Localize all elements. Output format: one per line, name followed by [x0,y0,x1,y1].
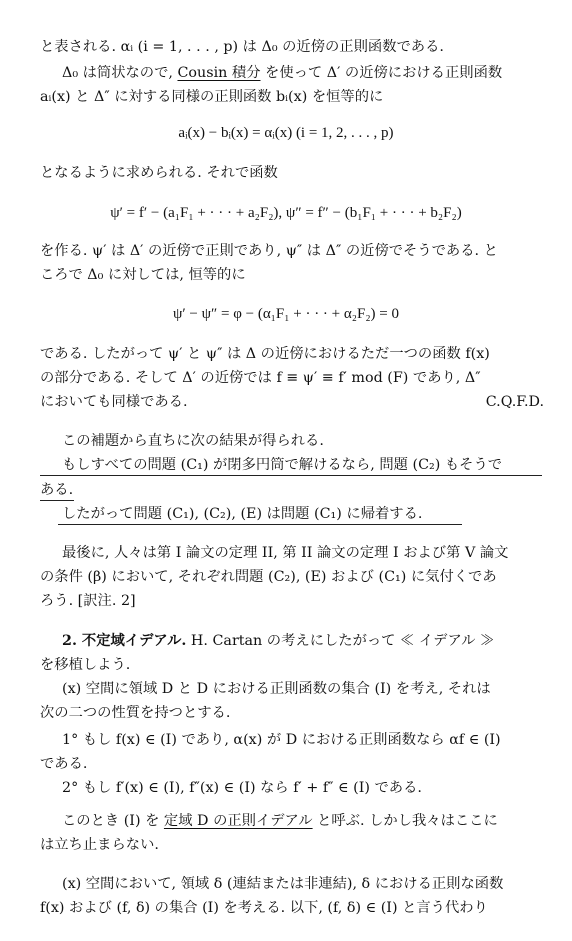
text-line [40,654,544,676]
underlined-term: 定域 D の正則イデアル [163,813,313,829]
text: (x) 空間において, 領域 δ (連結または非連結), δ における正則な函数 [62,876,504,892]
text-line [40,240,544,262]
text: となるように求められる. それで函数 [40,165,278,181]
equation-text: ψ′ − ψ″ = φ − (α₁F₁ + · · · + α₂F₂) = 0 [172,306,400,322]
text-line [62,542,544,564]
text-line [62,62,544,84]
underlined-term: Cousin 積分 [177,65,261,81]
text-line [40,590,544,612]
text: は立ち止まらない. [40,837,159,853]
equation [0,303,572,325]
equation-text: aᵢ(x) − bᵢ(x) = αᵢ(x) (i = 1, 2, . . . , p) [178,125,394,141]
text-line [40,36,544,58]
text-line [40,479,544,501]
text: である. [40,756,88,772]
equation [0,202,572,224]
text: である. したがって ψ′ と ψ″ は Δ の近傍におけるただ一つの函数 f(x) [40,346,490,362]
text: と表される. αᵢ (i = 1, . . . , p) は Δ₀ の近傍の正則函数である. [40,39,444,55]
text-line [40,702,544,724]
text-line [40,343,544,365]
text: 次の二つの性質を持つとする. [40,705,231,721]
list-item [62,777,544,799]
equation-text: ψ′ = f′ − (a₁F₁ + · · · + a₂F₂), ψ″ = f″ − (b₁F₁ + · · · + b₂F₂) [110,205,462,221]
text-line [40,264,544,286]
text-line [40,834,544,856]
text-line [40,367,544,389]
text: を移植しよう. [40,657,131,673]
section-heading: 2. 不定域イデアル. [62,633,187,649]
text-line [40,566,544,588]
text: この補題から直ちに次の結果が得られる. [62,433,324,449]
text-line [40,753,544,775]
text-line [40,86,544,108]
text: ころで Δ₀ に対しては, 恒等的に [40,267,246,283]
text: ある. [40,482,74,498]
text: と呼ぶ. しかし我々はここに [312,813,498,829]
text: (x) 空間に領域 D と D における正則函数の集合 (I) を考え, それは [62,681,491,697]
underline-rule [40,475,542,476]
text: H. Cartan の考えにしたがって ≪ イデアル ≫ [186,633,495,649]
text: 最後に, 人々は第 I 論文の定理 II, 第 II 論文の定理 I および第 V 論文 [62,545,509,561]
text: f(x) および (f, δ) の集合 (I) を考える. 以下, (f, δ) ∈ (I) と言う代わり [40,900,488,916]
qed-mark: C.Q.F.D. [485,394,544,410]
text: を使って Δ′ の近傍における正則函数 [260,65,503,81]
text: Δ₀ は筒状なので, [62,65,178,81]
text: ろう. [訳注. 2] [40,593,136,609]
text: したがって問題 (C₁), (C₂), (E) は問題 (C₁) に帰着する. [62,506,423,522]
text-line [62,873,544,895]
text-line [62,454,544,476]
text: を作る. ψ′ は Δ′ の近傍で正則であり, ψ″ は Δ″ の近傍でそうである. と [40,243,498,259]
text: 2° もし f′(x) ∈ (I), f″(x) ∈ (I) なら f′ + f″ ∈ (I) である. [62,780,422,796]
text: においても同様である. [40,394,188,410]
list-item [62,729,544,751]
text-line [62,678,544,700]
text-line [40,897,544,919]
section-heading-line [62,630,544,652]
text: もしすべての問題 (C₁) が閉多円筒で解けるなら, 問題 (C₂) もそうで [62,457,503,473]
text: このとき (I) を [62,813,164,829]
text-line [40,162,544,184]
text: aᵢ(x) と Δ″ に対する同様の正則函数 bᵢ(x) を恒等的に [40,89,384,105]
underline-rule [40,500,74,501]
text-line [62,810,544,832]
equation [0,122,572,144]
text-line [40,391,544,413]
text: の条件 (β) において, それぞれ問題 (C₂), (E) および (C₁) に気付くであ [40,569,497,585]
text-line [62,430,544,452]
underline-rule [58,524,462,525]
text-line [62,503,544,525]
text: の部分である. そして Δ′ の近傍では f ≡ ψ′ ≡ f′ mod (F) であり, Δ″ [40,370,481,386]
text: 1° もし f(x) ∈ (I) であり, α(x) が D における正則函数なら αf ∈ (I) [62,732,501,748]
